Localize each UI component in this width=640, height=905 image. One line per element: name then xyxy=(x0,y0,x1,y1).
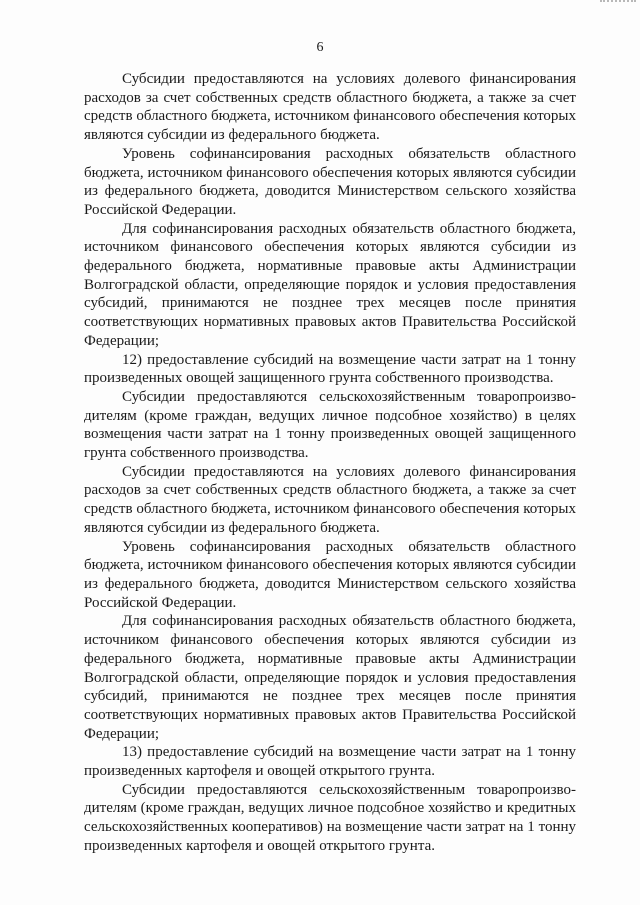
paragraph-cofinancing-level-2: Уровень софинансирования расходных обязательств областного бюджета, источником финансового обеспечения которых являются субсидии из федерального бюджета, доводится Министерством сельского хозяйства Российской Федерации. xyxy=(84,538,576,611)
paragraph-subsidy-recipients-open: Субсидии предоставляются сельскохозяйственным товаропроизводителям (кроме граждан, ведущих личное подсобное хозяйство и кредитных сельскохозяйственных кооперативов) на возмещение части затрат на 1 тонну произведенных картофеля и овощей открытого грунта. xyxy=(84,781,576,854)
paragraph-item-13: 13) предоставление субсидий на возмещение части затрат на 1 тонну произведенных картофеля и овощей открытого грунта. xyxy=(84,744,576,780)
document-body xyxy=(84,70,576,856)
page-number: 6 xyxy=(316,40,324,55)
paragraph-normative-acts: Для софинансирования расходных обязательств областного бюджета, источником финансового обеспечения которых являются субсидии из федерального бюджета, нормативные правовые акты Администрации Волгоградской области, определяющие порядок и условия предоставления субсидий, принимаются не позднее трех месяцев после принятия соответствующих нормативных правовых актов Правительства Российской Федерации; xyxy=(84,220,576,349)
paragraph-cofinancing-level: Уровень софинансирования расходных обязательств областного бюджета, источником финансового обеспечения которых являются субсидии из федерального бюджета, доводится Министерством сельского хозяйства Российской Федерации. xyxy=(84,145,576,218)
scan-corner-mark xyxy=(600,0,636,6)
paragraph-normative-acts-2: Для софинансирования расходных обязательств областного бюджета, источником финансового обеспечения которых являются субсидии из федерального бюджета, нормативные правовые акты Администрации Волгоградской области, определяющие порядок и условия предоставления субсидий, принимаются не позднее трех месяцев после принятия соответствующих нормативных правовых актов Правительства Российской Федерации; xyxy=(84,613,576,742)
paragraph-subsidy-recipients-protected: Субсидии предоставляются сельскохозяйственным товаропроизводителям (кроме граждан, ведущих личное подсобное хозяйство) в целях возмещения части затрат на 1 тонну произведенных овощей защищенного грунта собственного производства. xyxy=(84,388,576,462)
paragraph-cofinancing-conditions-2: Субсидии предоставляются на условиях долевого финансирования расходов за счет собственных средств областного бюджета, а также за счет средств областного бюджета, источником финансового обеспечения которых являются субсидии из федерального бюджета. xyxy=(84,463,576,536)
paragraph-cofinancing-conditions: Субсидии предоставляются на условиях долевого финансирования расходов за счет собственных средств областного бюджета, а также за счет средств областного бюджета, источником финансового обеспечения которых являются субсидии из федерального бюджета. xyxy=(84,71,576,144)
paragraph-item-12: 12) предоставление субсидий на возмещение части затрат на 1 тонну произведенных овощей защищенного грунта собственного производства. xyxy=(84,351,576,387)
